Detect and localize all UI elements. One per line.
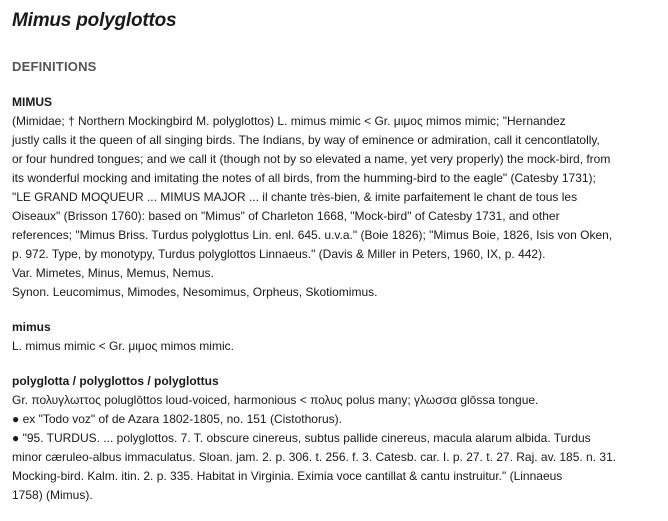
entry-line: ● "95. TURDUS. ... polyglottos. 7. T. obscure cinereus, subtus pallide cinereus, macula alarum albida. Turdus — [12, 431, 591, 445]
entry-line: references; "Mimus Briss. Turdus polyglottus Lin. enl. 645. u.v.a." (Boie 1826); "Mimus Boie, 1826, Isis von Oken, — [12, 228, 613, 242]
entry-line: justly calls it the queen of all singing birds. The Indians, by way of eminence or admiration, call it cencontlatolly, — [12, 133, 600, 147]
entry-body — [12, 391, 658, 505]
entry-line: p. 972. Type, by monotypy, Turdus polyglottos Linnaeus." (Davis & Miller in Peters, 1960, IX, p. 442). — [12, 247, 546, 261]
section-heading-definitions: DEFINITIONS — [12, 59, 97, 74]
entry-line: Gr. πολυγλωττος poluglōttos loud-voiced, harmonious < πολυς polus many; γλωσσα glōssa tongue. — [12, 393, 539, 407]
entry-line: its wonderful mocking and imitating the notes of all birds, from the humming-bird to the eagle" (Catesby 1731); — [12, 171, 596, 185]
definition-entry-polyglotta — [12, 372, 658, 505]
entry-line: or four hundred tongues; and we call it (though not by so elevated a name, yet very properly) the mock-bird, from — [12, 152, 611, 166]
entry-body — [12, 337, 658, 356]
entry-line: ● ex "Todo voz" of de Azara 1802-1805, no. 151 (Cistothorus). — [12, 412, 342, 426]
entry-headword: mimus — [12, 320, 51, 334]
entry-line: minor cæruleo-albus immaculatus. Sloan. jam. 2. p. 306. t. 256. f. 3. Catesb. car. I. p. 27. t. 27. Raj. av. 185. n. 31. — [12, 450, 617, 464]
entry-line: L. mimus mimic < Gr. μιμος mimos mimic. — [12, 339, 234, 353]
entry-body — [12, 112, 658, 302]
definition-entry-mimus — [12, 318, 658, 356]
definition-entry-mimus-genus — [12, 93, 658, 302]
entry-line: Synon. Leucomimus, Mimodes, Nesomimus, Orpheus, Skotiomimus. — [12, 285, 378, 299]
entry-line: Oiseaux" (Brisson 1760): based on "Mimus" of Charleton 1668, "Mock-bird" of Catesby 1731, and other — [12, 209, 560, 223]
entry-line: Mocking-bird. Kalm. itin. 2. p. 335. Habitat in Virginia. Eximia voce cantillat & cantu instruitur." (Linnaeus — [12, 469, 563, 483]
entry-line: "LE GRAND MOQUEUR ... MIMUS MAJOR ... il chante très-bien, & imite parfaitement le chant de tous les — [12, 190, 578, 204]
entry-line: Var. Mimetes, Minus, Memus, Nemus. — [12, 266, 214, 280]
entry-headword: MIMUS — [12, 95, 52, 109]
entry-line: 1758) (Mimus). — [12, 488, 93, 502]
page-title: Mimus polyglottos — [12, 10, 177, 31]
entry-line: (Mimidae; † Northern Mockingbird M. polyglottos) L. mimus mimic < Gr. μιμος mimos mimic; "Hernandez — [12, 114, 566, 128]
entry-headword: polyglotta / polyglottos / polyglottus — [12, 374, 219, 388]
